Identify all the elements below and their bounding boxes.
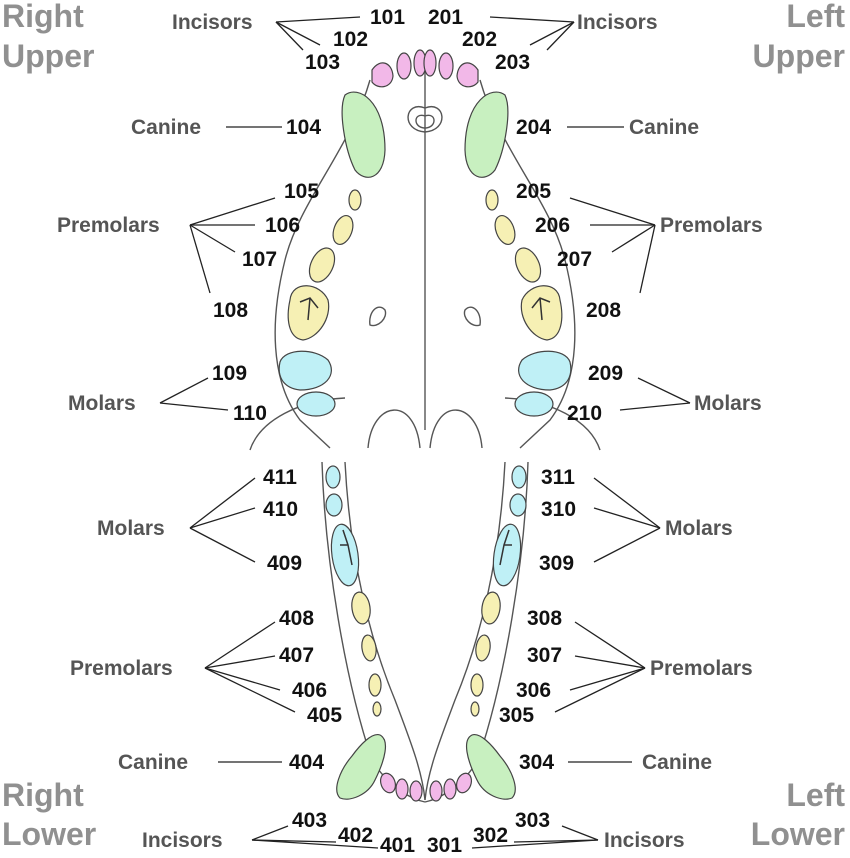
num-103: 103 bbox=[305, 51, 341, 74]
tooth-407[interactable] bbox=[360, 634, 377, 662]
quadrant-right-lower-line1: Right bbox=[2, 777, 84, 813]
label-premolars-left-lower: Premolars bbox=[650, 657, 753, 680]
num-205: 205 bbox=[516, 180, 552, 203]
tooth-302[interactable] bbox=[444, 779, 456, 799]
tooth-207[interactable] bbox=[510, 244, 545, 286]
tooth-202[interactable] bbox=[439, 53, 453, 79]
label-incisors-left-lower: Incisors bbox=[604, 829, 685, 852]
tooth-311[interactable] bbox=[512, 466, 526, 488]
quadrant-right-upper-line2: Upper bbox=[2, 38, 95, 74]
tooth-409[interactable] bbox=[328, 522, 362, 587]
label-molars-right-upper: Molars bbox=[68, 392, 136, 415]
num-108: 108 bbox=[213, 299, 249, 322]
num-305: 305 bbox=[499, 704, 535, 727]
quadrant-left-lower-line2: Lower bbox=[750, 816, 845, 852]
tooth-109[interactable] bbox=[279, 351, 331, 390]
tooth-306[interactable] bbox=[471, 674, 483, 696]
tooth-303[interactable] bbox=[454, 771, 474, 795]
quadrant-left-upper-line2: Upper bbox=[752, 38, 845, 74]
num-310: 310 bbox=[541, 498, 577, 521]
num-102: 102 bbox=[333, 28, 369, 51]
label-incisors-left-upper: Incisors bbox=[577, 11, 658, 34]
tooth-110[interactable] bbox=[297, 392, 335, 416]
tooth-301[interactable] bbox=[430, 781, 442, 801]
tooth-208[interactable] bbox=[521, 286, 561, 340]
num-304: 304 bbox=[519, 751, 555, 774]
num-201: 201 bbox=[428, 6, 464, 29]
num-105: 105 bbox=[284, 180, 320, 203]
num-409: 409 bbox=[267, 552, 303, 575]
num-204: 204 bbox=[516, 116, 552, 139]
num-401: 401 bbox=[380, 834, 416, 857]
num-403: 403 bbox=[292, 809, 328, 832]
tooth-209[interactable] bbox=[519, 351, 571, 390]
label-incisors-right-lower: Incisors bbox=[142, 829, 223, 852]
quadrant-left-upper-line1: Left bbox=[786, 0, 845, 34]
num-307: 307 bbox=[527, 644, 563, 667]
num-405: 405 bbox=[307, 704, 343, 727]
tooth-411[interactable] bbox=[326, 466, 340, 488]
quadrant-right-lower-line2: Lower bbox=[2, 816, 97, 852]
tooth-401[interactable] bbox=[410, 781, 422, 801]
tooth-206[interactable] bbox=[491, 213, 518, 247]
label-canine-left-lower: Canine bbox=[642, 751, 713, 774]
label-molars-right-lower: Molars bbox=[97, 517, 165, 540]
label-canine-right-upper: Canine bbox=[131, 116, 202, 139]
num-406: 406 bbox=[292, 679, 328, 702]
num-309: 309 bbox=[539, 552, 575, 575]
num-207: 207 bbox=[557, 248, 593, 271]
num-402: 402 bbox=[338, 824, 374, 847]
label-premolars-left-upper: Premolars bbox=[660, 214, 763, 237]
num-203: 203 bbox=[495, 51, 531, 74]
quadrant-right-upper-line1: Right bbox=[2, 0, 84, 34]
num-311: 311 bbox=[541, 466, 575, 489]
lower-jaw-outline bbox=[322, 462, 528, 802]
num-101: 101 bbox=[370, 6, 406, 29]
num-306: 306 bbox=[516, 679, 552, 702]
tooth-406[interactable] bbox=[369, 674, 381, 696]
tooth-309[interactable] bbox=[490, 522, 524, 587]
num-107: 107 bbox=[242, 248, 278, 271]
num-206: 206 bbox=[535, 214, 571, 237]
tooth-103[interactable] bbox=[372, 63, 393, 87]
tooth-304[interactable] bbox=[467, 735, 516, 800]
tooth-410[interactable] bbox=[326, 494, 342, 516]
num-104: 104 bbox=[286, 116, 322, 139]
num-110: 110 bbox=[233, 402, 267, 425]
num-308: 308 bbox=[527, 607, 563, 630]
tooth-201[interactable] bbox=[424, 50, 436, 76]
num-407: 407 bbox=[279, 644, 315, 667]
tooth-405[interactable] bbox=[373, 702, 381, 716]
num-411: 411 bbox=[263, 466, 297, 489]
num-106: 106 bbox=[265, 214, 301, 237]
tooth-104[interactable] bbox=[342, 92, 385, 177]
tooth-108[interactable] bbox=[288, 286, 328, 340]
tooth-305[interactable] bbox=[471, 702, 479, 716]
tooth-403[interactable] bbox=[378, 771, 398, 795]
num-410: 410 bbox=[263, 498, 299, 521]
label-incisors-right-upper: Incisors bbox=[172, 11, 253, 34]
tooth-204[interactable] bbox=[465, 92, 508, 177]
num-208: 208 bbox=[586, 299, 622, 322]
tooth-308[interactable] bbox=[480, 591, 502, 625]
tooth-402[interactable] bbox=[396, 779, 408, 799]
num-109: 109 bbox=[212, 362, 248, 385]
num-209: 209 bbox=[588, 362, 624, 385]
label-premolars-right-lower: Premolars bbox=[70, 657, 173, 680]
tooth-203[interactable] bbox=[457, 63, 478, 87]
tooth-102[interactable] bbox=[397, 53, 411, 79]
label-canine-right-lower: Canine bbox=[118, 751, 189, 774]
num-302: 302 bbox=[473, 824, 509, 847]
num-404: 404 bbox=[289, 751, 325, 774]
label-molars-left-upper: Molars bbox=[694, 392, 762, 415]
tooth-404[interactable] bbox=[337, 735, 386, 800]
num-303: 303 bbox=[515, 809, 551, 832]
quadrant-left-lower-line1: Left bbox=[786, 777, 845, 813]
label-molars-left-lower: Molars bbox=[665, 517, 733, 540]
tooth-310[interactable] bbox=[510, 494, 526, 516]
num-202: 202 bbox=[462, 28, 498, 51]
tooth-105[interactable] bbox=[349, 190, 361, 210]
num-408: 408 bbox=[279, 607, 315, 630]
tooth-106[interactable] bbox=[329, 213, 356, 247]
label-premolars-right-upper: Premolars bbox=[57, 214, 160, 237]
num-210: 210 bbox=[567, 402, 603, 425]
label-canine-left-upper: Canine bbox=[629, 116, 700, 139]
tooth-210[interactable] bbox=[515, 392, 553, 416]
tooth-205[interactable] bbox=[486, 190, 498, 210]
tooth-107[interactable] bbox=[304, 244, 339, 286]
num-301: 301 bbox=[427, 834, 463, 857]
